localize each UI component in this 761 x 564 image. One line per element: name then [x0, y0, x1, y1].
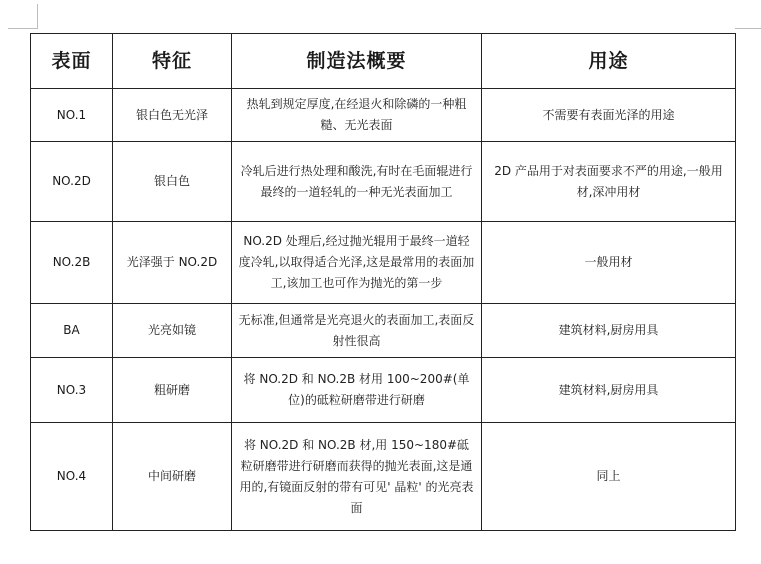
- use-cell: 一般用材: [482, 222, 736, 304]
- use-cell: 建筑材料,厨房用具: [482, 304, 736, 358]
- grade-cell: NO.4: [31, 423, 113, 531]
- crop-mark-vertical: [37, 4, 38, 28]
- grade-cell: NO.2B: [31, 222, 113, 304]
- use-cell: 建筑材料,厨房用具: [482, 358, 736, 423]
- feature-cell: 粗研磨: [113, 358, 232, 423]
- table-row: [31, 142, 736, 222]
- table-header-row: [31, 34, 736, 89]
- header-feature: 特征: [113, 34, 232, 89]
- method-cell: 冷轧后进行热处理和酸洗,有时在毛面辊进行最终的一道轻轧的一种无光表面加工: [232, 142, 482, 222]
- method-cell: 将 NO.2D 和 NO.2B 材用 100~200#(单位)的砥粒研磨带进行研磨: [232, 358, 482, 423]
- use-cell: 2D 产品用于对表面要求不严的用途,一般用材,深冲用材: [482, 142, 736, 222]
- surface-finish-table: [30, 33, 736, 531]
- table-row: [31, 423, 736, 531]
- use-cell: 同上: [482, 423, 736, 531]
- feature-cell: 中间研磨: [113, 423, 232, 531]
- header-surface: 表面: [31, 34, 113, 89]
- grade-cell: NO.2D: [31, 142, 113, 222]
- method-cell: 将 NO.2D 和 NO.2B 材,用 150~180#砥粒研磨带进行研磨而获得的抛光表面,这是通用的,有镜面反射的带有可见' 晶粒' 的光亮表面: [232, 423, 482, 531]
- use-cell: 不需要有表面光泽的用途: [482, 89, 736, 142]
- header-use: 用途: [482, 34, 736, 89]
- crop-mark-horizontal: [8, 28, 38, 29]
- table-row: [31, 89, 736, 142]
- feature-cell: 光亮如镜: [113, 304, 232, 358]
- header-method: 制造法概要: [232, 34, 482, 89]
- feature-cell: 光泽强于 NO.2D: [113, 222, 232, 304]
- feature-cell: 银白色无光泽: [113, 89, 232, 142]
- grade-cell: NO.3: [31, 358, 113, 423]
- crop-mark-horizontal-right: [735, 28, 761, 29]
- table-row: [31, 358, 736, 423]
- method-cell: 热轧到规定厚度,在经退火和除磷的一种粗糙、无光表面: [232, 89, 482, 142]
- method-cell: NO.2D 处理后,经过抛光辊用于最终一道轻度冷轧,以取得适合光泽,这是最常用的表面加工,该加工也可作为抛光的第一步: [232, 222, 482, 304]
- feature-cell: 银白色: [113, 142, 232, 222]
- grade-cell: NO.1: [31, 89, 113, 142]
- grade-cell: BA: [31, 304, 113, 358]
- table-row: [31, 304, 736, 358]
- table-row: [31, 222, 736, 304]
- method-cell: 无标准,但通常是光亮退火的表面加工,表面反射性很高: [232, 304, 482, 358]
